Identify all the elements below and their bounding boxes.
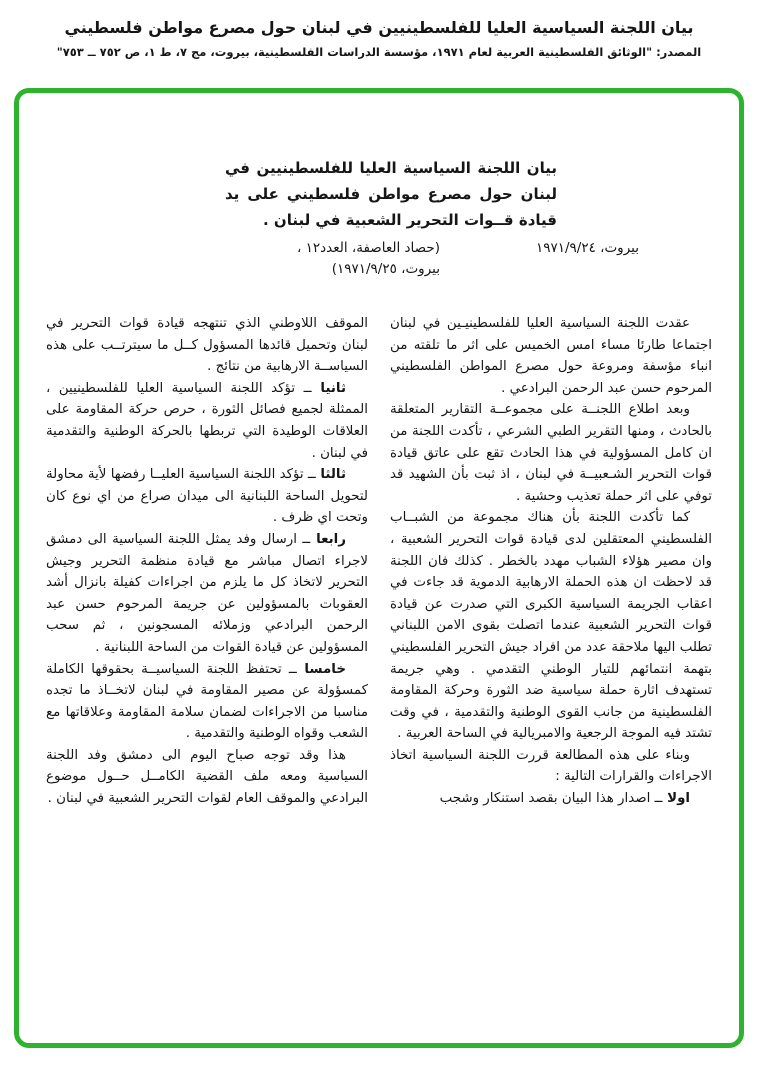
paragraph-lead: رابعا — [310, 531, 346, 547]
paragraph: رابعا ــ ارسال وفد يمثل اللجنة السياسية الى دمشق لاجراء اتصال مباشر مع قيادة منظمة التحرير وجيش التحرير لاتخاذ كل ما يلزم من اجراءات كفيلة بانزال أشد العقوبات بالمسؤولين عن جريمة المرحوم حسن عبد الرحمن البرادعي وزملائه المسجونين ، ثم سحب المسؤولين عن قيادة القوات من الساحة اللبنانية . — [46, 531, 368, 655]
citation-block — [297, 238, 440, 280]
document-title: بيان اللجنة السياسية العليا للفلسطينيين في لبنان حول مصرع مواطن فلسطيني على يد قيادة قــوات التحرير الشعبية في لبنان . — [225, 159, 557, 229]
paragraph: ثالثا ــ تؤكد اللجنة السياسية العليــا رفضها لأية محاولة لتحويل الساحة اللبنانية الى ميدان صراع من اي نوع كان وتحت اي ظرف . — [46, 467, 368, 526]
column-left — [46, 313, 368, 810]
page-title: بيان اللجنة السياسية العليا للفلسطينيين في لبنان حول مصرع مواطن فلسطيني — [64, 18, 694, 37]
paragraph: خامسا ــ تحتفظ اللجنة السياسيــة بحقوقها الكاملة كمسؤولة عن مصير المقاومة في لبنان لاتخــاذ ما تجده مناسبا من الاجراءات لضمان سلامة المقاومة وعلاقاتها مع الشعب وقواه الوطنية والتقدمية . — [46, 661, 368, 742]
paragraph: عقدت اللجنة السياسية العليا للفلسطينيـين في لبنان اجتماعا طارئا مساء امس الخميس على اثر ما تلقته من انباء مؤسفة ومروعة حول مصرع المواطن الفلسطيني المرحوم حسن عبد الرحمن البرادعي . — [390, 316, 712, 396]
paragraph: هذا وقد توجه صباح اليوم الى دمشق وفد اللجنة السياسية ومعه ملف القضية الكامــل حــول موضوع البرادعي والموقف العام لقوات التحرير الشعبية في لبنان . — [46, 747, 368, 807]
source-line: المصدر: "الوثائق الفلسطينية العربية لعام ١٩٧١، مؤسسة الدراسات الفلسطينية، بيروت، مج ٧، ط ١، ص ٧٥٢ ــ ٧٥٣" — [56, 45, 702, 59]
paragraph: الموقف اللاوطني الذي تنتهجه قيادة قوات التحرير في لبنان وتحميل قائدها المسؤول كــل ما سيترتــب على هذه السياســة الارهابية من نتائج . — [46, 316, 368, 375]
page-header — [0, 0, 758, 60]
citation-line-2: بيروت، ١٩٧١/٩/٢٥) — [331, 261, 440, 277]
paragraph-lead: اولا — [662, 791, 690, 807]
body-columns — [46, 313, 712, 810]
paragraph: كما تأكدت اللجنة بأن هناك مجموعة من الشبــاب الفلسطيني المعتقلين لدى قيادة قوات التحرير الشعبية ، وان مصير هؤلاء الشباب مهدد بالخطر . كذلك فان اللجنة قد لاحظت ان هذه الحملة الارهابية الدموية قد جاءت في اعقاب الجريمة السياسية الكبرى التي صدرت عن قيادة قوات التحرير الشعبية عندما اتصلت بقوى الامن اللبناني تطلب اليها ملاحقة عدد من افراد جيش التحرير الفلسطيني بتهمة انتمائهم للتيار الوطني التقدمي . وهي جريمة تستهدف اثارة حملة سياسية ضد الثورة وحركة المقاومة الفلسطينية من جانب القوى الوطنية والتقدمية ، في وقت تشتد فيه الموجة الرجعية والامبريالية في الساحة العربية . — [390, 510, 712, 742]
dateline-beirut: بيروت، ١٩٧١/٩/٢٤ — [535, 240, 639, 256]
paragraph-lead: خامسا — [296, 661, 346, 677]
paragraph: اولا ــ اصدار هذا البيان بقصد استنكار وشجب — [439, 791, 690, 807]
paragraph: وبعد اطلاع اللجنــة على مجموعــة التقارير المتعلقة بالحادث ، ومنها التقرير الطبي الشرعي ، تأكدت اللجنة من ان كامل المسؤولية في هذا الحادث تقع على عاتق قيادة قوات التحرير الشـعبيــة في لبنان ، اذ ثبت بأن الشهيد قد توفي على اثر حملة تعذيب وحشية . — [390, 402, 712, 504]
citation-line-1: (حصاد العاصفة، العدد١٢ ، — [296, 240, 440, 256]
paragraph-lead: ثانيا — [311, 380, 346, 396]
paragraph-lead: ثالثا — [315, 467, 346, 483]
paragraph: وبناء على هذه المطالعة قررت اللجنة السياسية اتخاذ الاجراءات والقرارات التالية : — [390, 747, 712, 785]
dateline-row — [19, 238, 739, 288]
column-right — [390, 313, 712, 810]
document-frame — [14, 88, 744, 1048]
paragraph: ثانيا ــ تؤكد اللجنة السياسية العليا للفلسطينيين ، الممثلة لجميع فصائل الثورة ، حرص حركة المقاومة على العلاقات الوطيدة التي تربطها بالحركة الوطنية والتقدمية في لبنان . — [46, 380, 368, 461]
